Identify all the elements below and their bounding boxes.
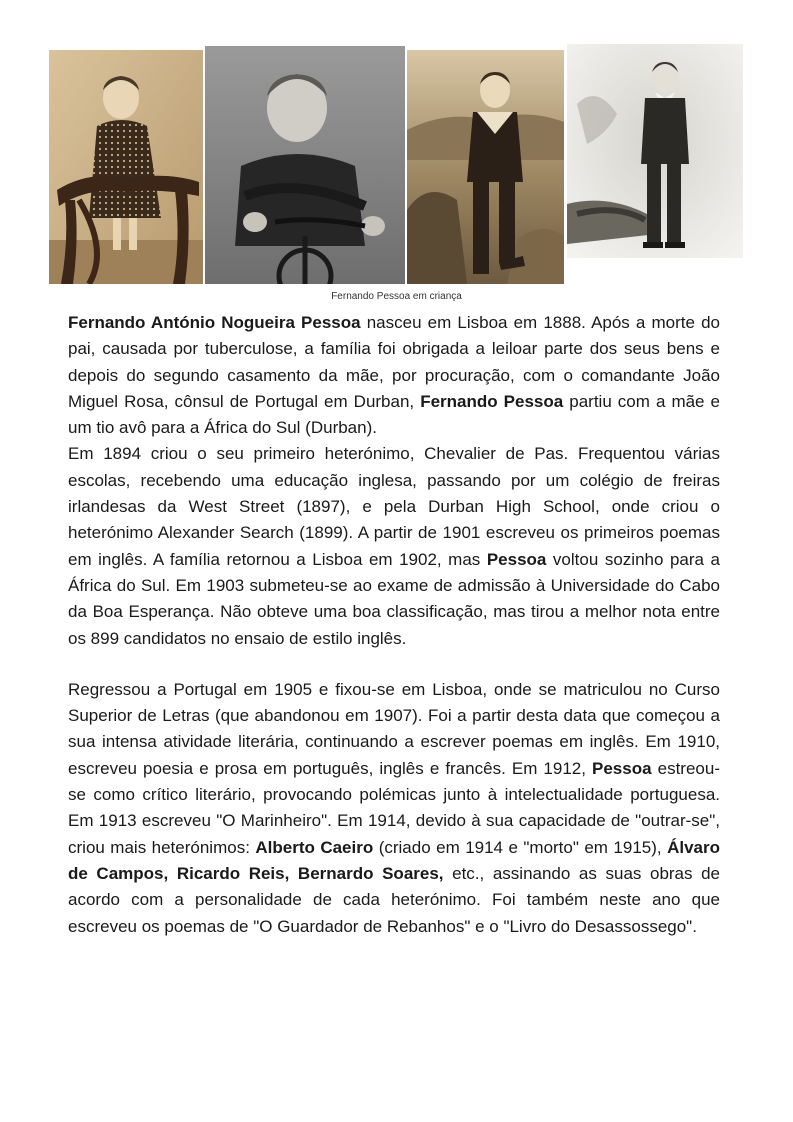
bold-name: Fernando Pessoa [420,391,564,411]
bold-name: Álvaro de Campos, Ricardo Reis, Bernardo Soares, [68,837,720,883]
paragraph [68,677,720,940]
paragraph [68,310,720,441]
bold-name: Alberto Caeiro [255,837,374,857]
text-run: voltou sozinho para a África do Sul. Em 1903 submeteu-se ao exame de admissão à Universidade do Cabo da Boa Esperança. Não obteve uma boa classificação, mas tirou a melhor nota entre os 899 candidatos no ensaio de estilo inglês. [68,549,720,648]
text-run: estreou-se como crítico literário, provocando polémicas junto à intelectualidade portuguesa. Em 1913 escreveu "O Marinheiro". Em 1914, devido à sua capacidade de "outrar-se", criou mais heterónimos: [68,758,720,857]
photo-child-on-tricycle [205,46,405,284]
text-run: nasceu em Lisboa em 1888. Após a morte do pai, causada por tuberculose, a família foi obrigada a leiloar parte dos seus bens e depois do segundo casamento da mãe, por procuração, com o comandante João Miguel Rosa, cônsul de Portugal em Durban, [68,313,720,411]
photo-caption: Fernando Pessoa em criança [331,291,462,302]
photo-strip [49,44,749,284]
bold-name: Pessoa [592,758,652,778]
photo-child-at-chair [49,50,203,284]
bold-name: Pessoa [486,549,547,569]
text-run: etc., assinando as suas obras de acordo com a personalidade de cada heterónimo. Foi também neste ano que escreveu os poemas de "O Guardador de Rebanhos" e o "Livro do Desassossego". [68,863,721,936]
text-run: Regressou a Portugal em 1905 e fixou-se em Lisboa, onde se matriculou no Curso Superior de Letras (que abandonou em 1907). Foi a partir desta data que começou a sua intensa atividade literária, continuando a escrever poemas em inglês. Em 1910, escreveu poesia e prosa em português, inglês e francês. Em 1912, [68,679,720,778]
text-run: (criado em 1914 e "morto" em 1915), [373,837,668,857]
text-run: partiu com a mãe e um tio avô para a África do Sul (Durban). [68,391,720,438]
photo-boy-sailor-suit [407,50,564,284]
text-run: Em 1894 criou o seu primeiro heterónimo, Chevalier de Pas. Frequentou várias escolas, recebendo uma educação inglesa, passando por um colégio de freiras irlandesas da West Street (1897), e pela Durban High School, onde criou o heterónimo Alexander Search (1899). A partir de 1901 escreveu os primeiros poemas em inglês. A família retornou a Lisboa em 1902, mas [68,444,720,569]
bold-name: Fernando António Nogueira Pessoa [68,313,361,332]
biography-text [68,310,720,940]
paragraph [68,441,720,651]
photo-boy-standing-outdoor [567,44,743,258]
